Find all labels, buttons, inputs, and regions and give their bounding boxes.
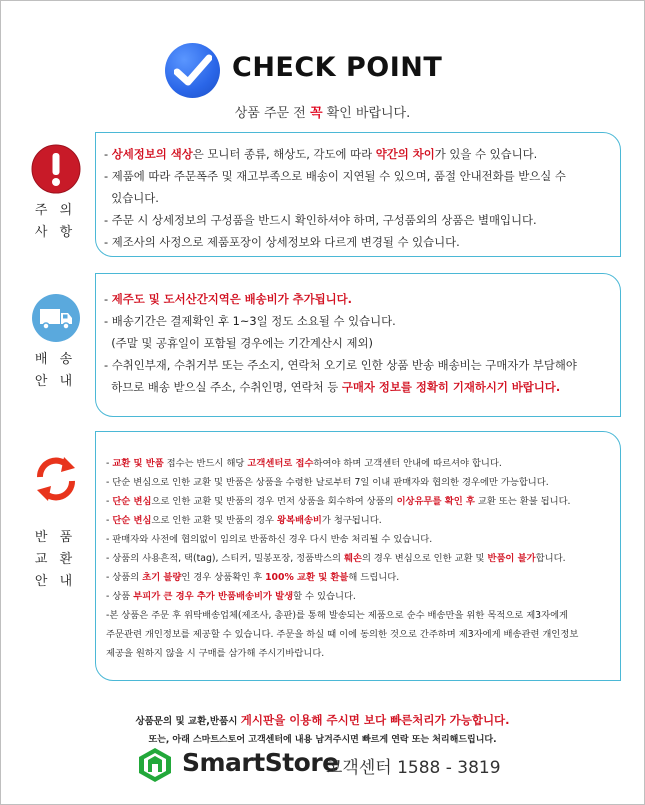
list-item [104, 187, 620, 209]
list-item [106, 473, 620, 492]
footer-line-2: 또는, 아래 스마트스토어 고객센터에 내용 남겨주시면 빠르게 연락 또는 처리해드립니다. [148, 735, 497, 745]
item-emphasis: 부피가 큰 경우 추가 반품배송비가 발생 [133, 591, 294, 602]
item-text: - 상품 [106, 591, 134, 602]
returns-box [95, 431, 621, 681]
item-text: 제공을 원하지 않을 시 구매를 삼가해 주시기바랍니다. [106, 648, 325, 659]
exchange-icon [30, 453, 82, 505]
item-emphasis: 이상유무를 확인 후 [396, 496, 475, 507]
item-text: - 배송기간은 결제확인 후 1~3일 정도 소요될 수 있습니다. [104, 314, 396, 328]
item-text: - [106, 458, 113, 469]
item-emphasis: 단순 변심 [112, 496, 152, 507]
list-item [106, 530, 620, 549]
subtitle-emphasis: 꼭 [309, 106, 323, 121]
returns-section [0, 431, 645, 681]
item-text: - [106, 515, 113, 526]
list-item [106, 549, 620, 568]
shipping-side [18, 293, 93, 393]
list-item [106, 606, 620, 625]
item-emphasis: 제주도 및 도서산간지역은 배송비가 추가됩니다. [111, 292, 352, 306]
item-text: (주말 및 공휴일이 포함될 경우에는 기간계산시 제외) [104, 336, 373, 350]
caution-label-2: 사 항 [34, 225, 77, 240]
list-item [106, 625, 620, 644]
returns-label-3: 안 내 [34, 574, 77, 589]
item-emphasis: 단순 변심 [112, 515, 152, 526]
item-text: 의 경우 변심으로 인한 교환 및 [361, 553, 488, 564]
item-text: 은 모니터 종류, 해상도, 각도에 따라 [192, 147, 376, 161]
returns-list [106, 454, 620, 663]
warning-icon [31, 144, 81, 194]
list-item [104, 332, 620, 354]
list-item [104, 376, 620, 398]
caution-label-1: 주 의 [34, 203, 77, 218]
item-emphasis: 고객센터로 접수 [247, 458, 314, 469]
check-badge-icon [165, 43, 220, 98]
smartstore-brand [136, 746, 516, 786]
item-text: - [104, 292, 112, 306]
page-subtitle [0, 102, 645, 121]
item-text: - [104, 147, 112, 161]
page-title: CHECK POINT [232, 52, 443, 83]
item-text: 으로 인한 교환 및 반품의 경우 먼저 상품을 회수하여 상품의 [151, 496, 397, 507]
list-item [104, 310, 620, 332]
item-emphasis: 약간의 차이 [375, 147, 435, 161]
item-text: - 주문 시 상세정보의 구성품을 반드시 확인하셔야 하며, 구성품외의 상품은 별매입니다. [104, 213, 537, 227]
caution-side [18, 144, 93, 244]
item-emphasis: 반품이 불가 [487, 553, 536, 564]
footer-line-1-emphasis: 게시판을 이용해 주시면 보다 빠른처리가 가능합니다. [240, 713, 510, 727]
caution-list [104, 143, 620, 253]
list-item [104, 354, 620, 376]
item-text: 접수는 반드시 해당 [163, 458, 248, 469]
item-text: 있습니다. [104, 191, 159, 205]
shipping-label-2: 안 내 [34, 374, 77, 389]
header [0, 38, 645, 128]
shipping-section [0, 273, 645, 417]
item-emphasis: 교환 및 반품 [112, 458, 164, 469]
shipping-list [104, 288, 620, 398]
caution-box [95, 132, 621, 257]
customer-center-number: 고객센터 1588 - 3819 [326, 758, 501, 778]
item-emphasis: 구매자 정보를 정확히 기재하시기 바랍니다. [341, 380, 561, 394]
list-item [106, 587, 620, 606]
list-item [104, 143, 620, 165]
list-item [104, 231, 620, 253]
item-text: 교환 또는 환불 됩니다. [474, 496, 571, 507]
item-text: 해 드립니다. [348, 572, 400, 583]
footer [0, 712, 645, 745]
item-text: 가 있을 수 있습니다. [434, 147, 538, 161]
item-emphasis: 100% 교환 및 환불 [265, 572, 349, 583]
subtitle-text-end: 확인 바랍니다. [322, 106, 411, 121]
list-item [104, 165, 620, 187]
item-text: - 판매자와 사전에 협의없이 임의로 반품하신 경우 다시 반송 처리될 수 있습니다. [106, 534, 433, 545]
item-text: -본 상품은 주문 후 위탁배송업체(제조사, 총판)를 통해 발송되는 제품으로 순수 배송만을 위한 목적으로 제3자에게 [106, 610, 569, 621]
item-text: - 상품의 사용흔적, 택(tag), 스티커, 밀봉포장, 정품박스의 [106, 553, 344, 564]
item-text: 하므로 배송 받으실 주소, 수취인명, 연락처 등 [104, 380, 342, 394]
list-item [104, 209, 620, 231]
footer-line-1-text: 상품문의 및 교환,반품시 [135, 716, 241, 727]
item-emphasis: 훼손 [343, 553, 362, 564]
list-item [106, 568, 620, 587]
item-text: - 제조사의 사정으로 제품포장이 상세정보와 다르게 변경될 수 있습니다. [104, 235, 460, 249]
item-text: - 단순 변심으로 인한 교환 및 반품은 상품을 수령한 날로부터 7일 이내 판매자와 협의한 경우에만 가능합니다. [106, 477, 549, 488]
footer-line-1 [0, 712, 645, 728]
list-item [106, 511, 620, 530]
returns-label-2: 교 환 [34, 552, 77, 567]
item-text: 할 수 있습니다. [293, 591, 356, 602]
smartstore-logo-icon [136, 746, 174, 784]
returns-side [18, 453, 93, 593]
item-text: - 상품의 [106, 572, 143, 583]
item-text: 인 경우 상품확인 후 [181, 572, 266, 583]
list-item [104, 288, 620, 310]
item-text: 합니다. [535, 553, 566, 564]
list-item [106, 454, 620, 473]
returns-label-1: 반 품 [34, 530, 77, 545]
item-text: - [106, 496, 113, 507]
item-text: 주문관련 개인정보를 제공할 수 있습니다. 주문을 하실 때 이에 동의한 것으로 간주하며 제3자에게 배송관련 개인정보 [106, 629, 579, 640]
truck-icon [31, 293, 81, 343]
caution-section [0, 132, 645, 257]
item-text: 으로 인한 교환 및 반품의 경우 [151, 515, 277, 526]
list-item [106, 492, 620, 511]
shipping-label-1: 배 송 [34, 352, 77, 367]
subtitle-text: 상품 주문 전 [234, 106, 310, 121]
item-emphasis: 상세정보의 색상 [111, 147, 193, 161]
brand-name: SmartStore [182, 748, 339, 777]
item-emphasis: 초기 불량 [142, 572, 182, 583]
item-text: - 수취인부재, 수취거부 또는 주소지, 연락처 오기로 인한 상품 반송 배송비는 구매자가 부담해야 [104, 358, 577, 372]
item-text: - 제품에 따라 주문폭주 및 재고부족으로 배송이 지연될 수 있으며, 품절 안내전화를 받으실 수 [104, 169, 566, 183]
list-item [106, 644, 620, 663]
item-emphasis: 왕복배송비 [277, 515, 322, 526]
item-text: 가 청구됩니다. [321, 515, 382, 526]
shipping-box [95, 273, 621, 417]
item-text: 하여야 하며 고객센터 안내에 따르셔야 합니다. [313, 458, 502, 469]
